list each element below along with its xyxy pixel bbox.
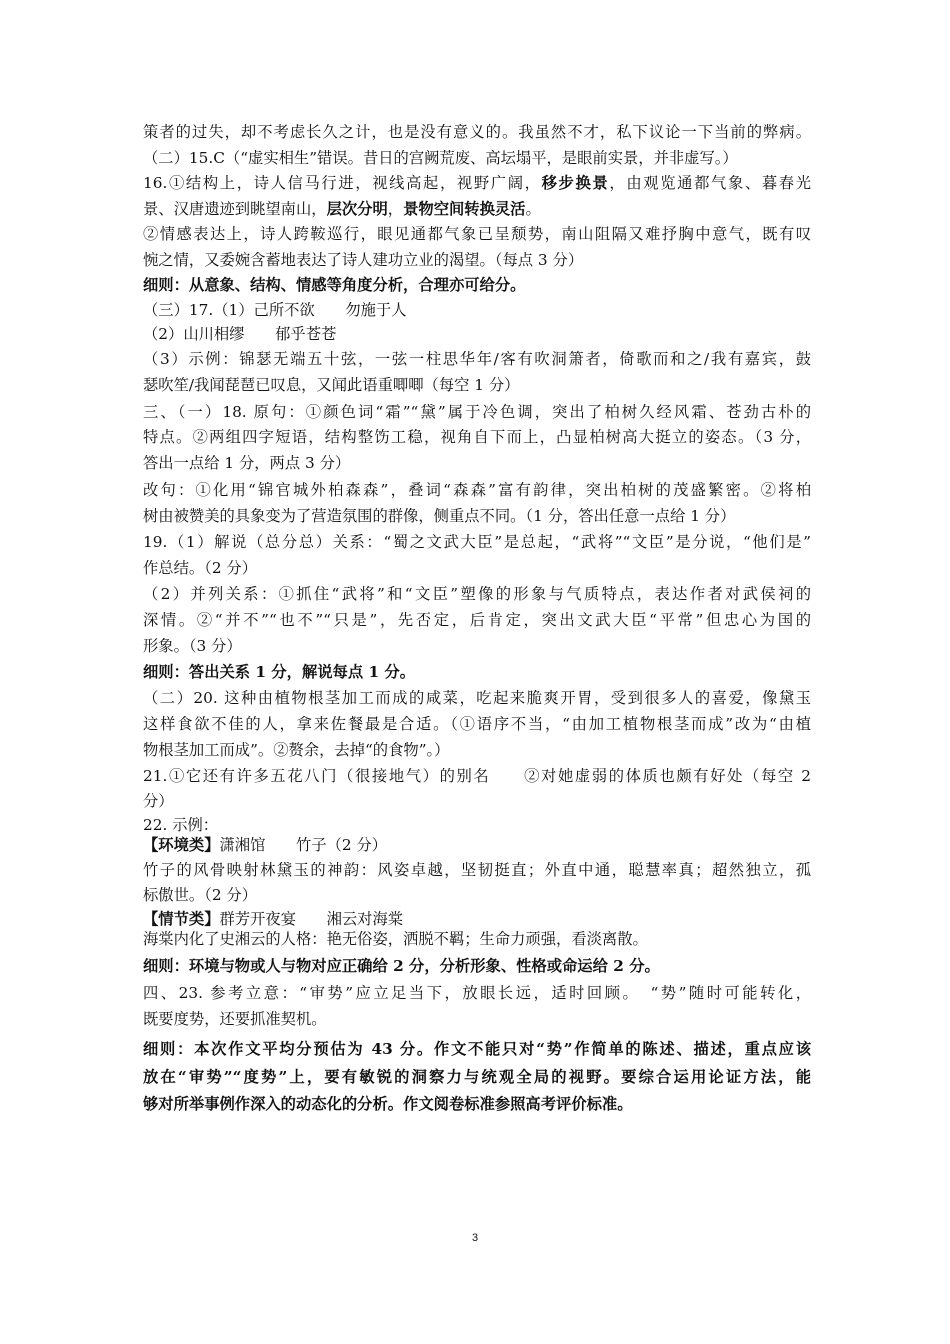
- text-segment: 竹子的风骨映射林黛玉的神韵：风姿卓越，坚韧挺直；外直中通，聪慧率真；超然独立，孤: [143, 861, 811, 879]
- text-line: [143, 815, 218, 835]
- text-line: [143, 349, 811, 369]
- text-line: [143, 250, 583, 270]
- text-segment: 细则：从意象、结构、情感等角度分析，合理亦可给分。: [143, 276, 526, 294]
- text-segment: 19.（1）解说（总分总）关系：“蜀之文武大臣”是总起，“武将”“文臣”是分说，“他们是”: [143, 533, 811, 551]
- text-segment: （2）山川相缪 郁乎苍苍: [143, 325, 337, 343]
- text-segment: 细则：本次作文平均分预估为 43 分。作文不能只对“势”作简单的陈述、描述，重点应该: [143, 1040, 811, 1058]
- text-line: [143, 909, 403, 929]
- text-segment: 22. 示例：: [143, 816, 219, 834]
- text-segment: 细则：答出关系 1 分，解说每点 1 分。: [143, 663, 416, 681]
- text-line: [143, 929, 648, 949]
- text-line: [143, 584, 811, 604]
- text-line: [143, 983, 811, 1003]
- text-segment: （三）17.（1）己所不欲 勿施于人: [143, 301, 407, 319]
- text-segment: （二）15.C（“虚实相生”错误。昔日的宫阙荒废、高坛塌平，是眼前实景，并非虚写。）: [143, 149, 738, 167]
- text-line: [143, 688, 811, 708]
- text-line: [143, 956, 660, 976]
- text-line: [143, 610, 811, 630]
- text-line: [143, 791, 174, 811]
- text-line: [143, 148, 738, 168]
- text-line: [143, 506, 735, 526]
- text-segment: （二）20. 这种由植物根茎加工而成的咸菜，吃起来脆爽开胃，受到很多人的喜爱，像黛玉: [143, 689, 811, 707]
- text-line: [143, 1067, 811, 1087]
- text-segment: 既要度势，还要抓准契机。: [143, 1010, 327, 1028]
- text-segment: ，由观览通都气象、暮春光: [609, 174, 811, 192]
- text-segment: 移步换景: [541, 174, 610, 192]
- text-segment: 树由被赞美的具象变为了营造氛围的群像，侧重点不同。（1 分，答出任意一点给 1 分）: [143, 507, 736, 525]
- text-line: [143, 532, 811, 552]
- text-segment: 【情节类】: [143, 910, 220, 928]
- text-line: [143, 558, 257, 578]
- text-line: [143, 1094, 633, 1114]
- text-segment: 景物空间转换灵活: [403, 200, 526, 218]
- text-line: [143, 427, 811, 447]
- text-line: [143, 662, 415, 682]
- text-segment: （2）并列关系：①抓住“武将”和“文臣”塑像的形象与气质特点，表达作者对武侯祠的: [143, 585, 811, 603]
- text-line: [143, 1009, 327, 1029]
- text-segment: 层次分明: [326, 200, 388, 218]
- text-segment: 放在“审势”“度势”上，要有敏锐的洞察力与统观全局的视野。要综合运用论证方法，能: [143, 1068, 811, 1086]
- text-segment: 标傲世。（2 分）: [143, 886, 258, 904]
- text-line: [143, 636, 242, 656]
- text-segment: 【环境类】: [143, 836, 220, 854]
- text-line: [143, 860, 811, 880]
- text-segment: 21.①它还有许多五花八门（很接地气）的别名 ②对她虚弱的体质也颇有好处（每空 2: [143, 767, 811, 785]
- text-segment: 景、汉唐遗迹到眺望南山，: [143, 200, 327, 218]
- text-line: [143, 199, 541, 219]
- text-segment: 改句：①化用“锦官城外柏森森”，叠词“森森”富有韵律，突出柏树的茂盛繁密。②将柏: [143, 481, 811, 499]
- text-segment: 分）: [143, 792, 174, 810]
- text-segment: 瑟吹笙/我闻琵琶已叹息，又闻此语重唧唧（每空 1 分）: [143, 376, 520, 394]
- text-segment: 海棠内化了史湘云的人格：艳无俗姿，洒脱不羁；生命力顽强，看淡离散。: [143, 930, 648, 948]
- text-line: [143, 300, 407, 320]
- text-segment: 策者的过失，却不考虑长久之计，也是没有意义的。我虽然不才，私下议论一下当前的弊病。: [143, 123, 811, 141]
- text-segment: （3）示例：锦瑟无端五十弦，一弦一柱思华年/客有吹洞箫者，倚歌而和之/我有嘉宾，鼓: [143, 350, 811, 368]
- text-line: [143, 122, 811, 142]
- text-line: [143, 224, 811, 244]
- text-line: [143, 453, 350, 473]
- text-segment: 物根茎加工而成”。②赘余，去掉“的食物”。）: [143, 741, 450, 759]
- text-segment: 群芳开夜宴 湘云对海棠: [219, 910, 404, 928]
- text-segment: 。: [525, 200, 541, 218]
- text-segment: 潇湘馆 竹子（2 分）: [219, 836, 388, 854]
- text-line: [143, 714, 811, 734]
- text-line: [143, 740, 449, 760]
- text-line: [143, 324, 336, 344]
- text-segment: 够对所举事例作深入的动态化的分析。作文阅卷标准参照高考评价标准。: [143, 1095, 633, 1113]
- text-line: [143, 375, 519, 395]
- text-segment: 形象。（3 分）: [143, 637, 242, 655]
- text-segment: 答出一点给 1 分，两点 3 分）: [143, 454, 351, 472]
- text-line: [143, 275, 525, 295]
- text-segment: 三、（一）18. 原句：①颜色词“霜”“黛”属于冷色调，突出了柏树久经风霜、苍劲古朴的: [143, 403, 811, 421]
- text-line: [143, 480, 811, 500]
- text-segment: ②情感表达上，诗人跨鞍巡行，眼见通都气象已呈颓势，南山阻隔又难抒胸中意气，既有叹: [143, 225, 811, 243]
- text-segment: 16.①结构上，诗人信马行进，视线高起，视野广阔，: [143, 174, 542, 192]
- text-line: [143, 766, 811, 786]
- text-line: [143, 402, 811, 422]
- text-segment: 作总结。（2 分）: [143, 559, 258, 577]
- text-segment: 细则：环境与物或人与物对应正确给 2 分，分析形象、性格或命运给 2 分。: [143, 957, 660, 975]
- page-number: 3: [471, 1232, 479, 1244]
- text-line: [143, 835, 387, 855]
- text-line: [143, 1039, 811, 1059]
- text-segment: 这样食欲不佳的人，拿来佐餐最是合适。（①语序不当，“由加工植物根茎而成”改为“由植: [143, 715, 811, 733]
- text-line: [143, 885, 257, 905]
- text-segment: 惋之情，又委婉含蓄地表达了诗人建功立业的渴望。（每点 3 分）: [143, 251, 584, 269]
- text-line: [143, 173, 811, 193]
- text-segment: 四、23. 参考立意：“审势”应立足当下，放眼长远，适时回顾。 “势”随时可能转化，: [143, 984, 811, 1002]
- text-segment: ，: [387, 200, 404, 218]
- text-segment: 深情。②“并不”“也不”“只是”，先否定，后肯定，突出文武大臣“平常”但忠心为国的: [143, 611, 811, 629]
- text-segment: 特点。②两组四字短语，结构整饬工稳，视角自下而上，凸显柏树高大挺立的姿态。（3 分，: [143, 428, 811, 446]
